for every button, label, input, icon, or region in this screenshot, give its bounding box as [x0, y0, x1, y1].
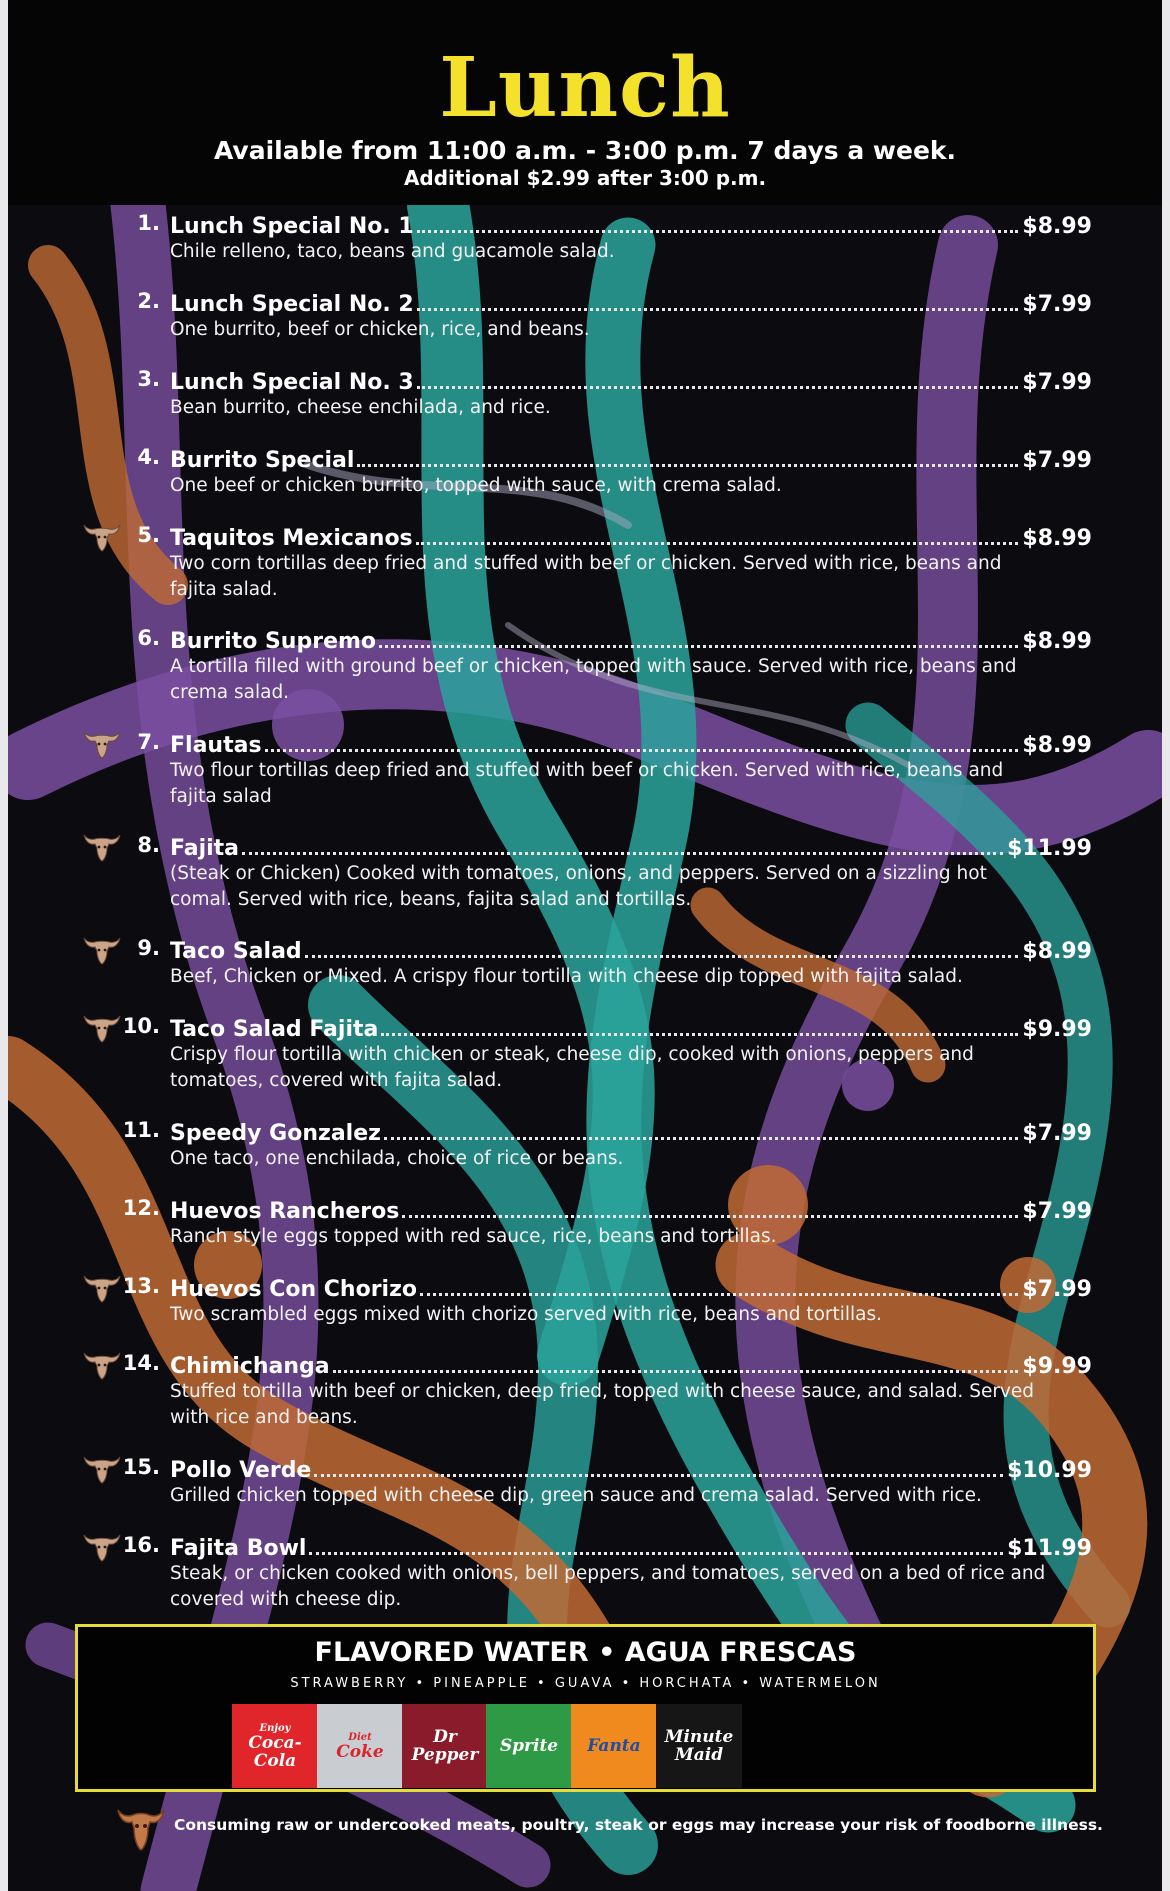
menu-item-description: Two scrambled eggs mixed with chorizo served with rice, beans and tortillas. [170, 1304, 883, 1325]
menu-item-description: Bean burrito, cheese enchilada, and rice. [170, 397, 551, 418]
menu-item-description: Two corn tortillas deep fried and stuffed with beef or chicken. Served with rice, beans and fajita salad. [170, 553, 1002, 600]
menu-item-price: $9.99 [1022, 1017, 1092, 1042]
menu-item-line [170, 934, 1092, 964]
dot-leader [379, 645, 1018, 648]
menu-item-price: $8.99 [1022, 526, 1092, 551]
drinks-box [75, 1624, 1096, 1792]
menu-item-name: Burrito Special [170, 448, 355, 473]
dot-leader [384, 1137, 1018, 1140]
dot-leader [417, 308, 1019, 311]
menu-item-line [170, 1349, 1092, 1379]
menu-item-line [170, 1194, 1092, 1224]
dot-leader [381, 1033, 1018, 1036]
menu-item-name: Fajita Bowl [170, 1536, 307, 1561]
menu-item-line [170, 1116, 1092, 1146]
menu-item-line [170, 624, 1092, 654]
menu-item-number: 11. [122, 1118, 160, 1142]
menu-item-number: 12. [122, 1196, 160, 1220]
menu-item-description: A tortilla filled with ground beef or chicken, topped with sauce. Served with rice, beans and crema salad. [170, 656, 1017, 703]
menu-item-line [170, 1453, 1092, 1483]
menu-item-description: Grilled chicken topped with cheese dip, green sauce and crema salad. Served with rice. [170, 1485, 982, 1506]
soda-logo-text: Coke [336, 1741, 384, 1762]
menu-item-description: Steak, or chicken cooked with onions, bell peppers, and tomatoes, served on a bed of rice and covered with cheese dip. [170, 1563, 1046, 1610]
menu-item-name: Taquitos Mexicanos [170, 526, 413, 551]
menu-item-name: Burrito Supremo [170, 629, 377, 654]
dot-leader [402, 1215, 1018, 1218]
menu-item-name: Pollo Verde [170, 1458, 312, 1483]
dot-leader [242, 852, 1003, 855]
menu-item-line [170, 521, 1092, 551]
menu-item-line [170, 1531, 1092, 1561]
menu-item-number: 16. [122, 1533, 160, 1557]
menu-item-number: 10. [122, 1014, 160, 1038]
soda-logo-text: Fanta [587, 1736, 641, 1756]
dot-leader [265, 749, 1019, 752]
menu-item-number: 8. [137, 833, 160, 857]
bull-icon [82, 728, 122, 760]
soda-logo [232, 1704, 318, 1788]
menu-item-description: Crispy flour tortilla with chicken or steak, cheese dip, cooked with onions, peppers and tomatoes, covered with fajita salad. [170, 1044, 974, 1091]
soda-logo-small-text: Enjoy [259, 1722, 291, 1734]
menu-item-number: 13. [122, 1274, 160, 1298]
menu-item-number: 4. [137, 445, 160, 469]
menu-item-name: Taco Salad Fajita [170, 1017, 379, 1042]
menu-item-number: 15. [122, 1455, 160, 1479]
menu-item-line [170, 443, 1092, 473]
menu-item-description: Ranch style eggs topped with red sauce, rice, beans and tortillas. [170, 1226, 777, 1247]
menu-item-name: Huevos Rancheros [170, 1199, 400, 1224]
menu-item-line [170, 287, 1092, 317]
menu-item-name: Fajita [170, 836, 240, 861]
menu-item-name: Lunch Special No. 1 [170, 214, 414, 239]
menu-item-price: $7.99 [1022, 1277, 1092, 1302]
menu-item-description: One burrito, beef or chicken, rice, and beans. [170, 319, 590, 340]
menu-item-price: $7.99 [1022, 292, 1092, 317]
menu-item-price: $7.99 [1022, 1121, 1092, 1146]
menu-item-price: $11.99 [1007, 1536, 1092, 1561]
menu-item-description: Two flour tortillas deep fried and stuffed with beef or chicken. Served with rice, beans and fajita salad [170, 760, 1004, 807]
dot-leader [314, 1474, 1003, 1477]
bull-icon [82, 1349, 122, 1381]
menu-item-number: 7. [137, 730, 160, 754]
bull-icon [114, 1800, 168, 1854]
menu-item-number: 3. [137, 367, 160, 391]
menu-item-number: 9. [137, 936, 160, 960]
menu-item-price: $7.99 [1022, 448, 1092, 473]
dot-leader [417, 386, 1019, 389]
drinks-title: FLAVORED WATER • AGUA FRESCAS [314, 1637, 857, 1668]
menu-item-description: One beef or chicken burrito, topped with sauce, with crema salad. [170, 475, 782, 496]
menu-item-price: $9.99 [1022, 1354, 1092, 1379]
bull-icon [82, 934, 122, 966]
soda-logo-small-text: Diet [348, 1731, 372, 1743]
menu-content [8, 0, 1162, 1891]
menu-item-price: $11.99 [1007, 836, 1092, 861]
dot-leader [416, 542, 1019, 545]
menu-item-price: $8.99 [1022, 629, 1092, 654]
dot-leader [420, 1293, 1018, 1296]
soda-logo [402, 1704, 488, 1788]
menu-item-description: Stuffed tortilla with beef or chicken, deep fried, topped with cheese sauce, and salad. Served with rice and beans. [170, 1381, 1034, 1428]
menu-item-line [170, 209, 1092, 239]
dot-leader [417, 230, 1019, 233]
bull-icon [82, 521, 122, 553]
bull-icon [82, 831, 122, 863]
soda-logo-text: Minute Maid [664, 1727, 734, 1765]
soda-logo-text: Dr Pepper [411, 1727, 479, 1765]
menu-item-name: Lunch Special No. 2 [170, 292, 414, 317]
menu-item-description: (Steak or Chicken) Cooked with tomatoes, onions, and peppers. Served on a sizzling hot comal. Served with rice, beans, fajita salad and tortillas. [170, 863, 987, 910]
menu-item-line [170, 728, 1092, 758]
menu-item-price: $7.99 [1022, 1199, 1092, 1224]
menu-item-number: 2. [137, 289, 160, 313]
menu-item-line [170, 1012, 1092, 1042]
bull-icon [82, 1272, 122, 1304]
menu-item-price: $8.99 [1022, 214, 1092, 239]
soda-logo-text: Coca-Cola [248, 1732, 302, 1771]
dot-leader [333, 1370, 1019, 1373]
agua-fresca-flavors: STRAWBERRY • PINEAPPLE • GUAVA • HORCHATA • WATERMELON [290, 1676, 881, 1691]
availability-note: Available from 11:00 a.m. - 3:00 p.m. 7 days a week. [213, 136, 957, 165]
soda-logo [486, 1704, 572, 1788]
menu-item-line [170, 831, 1092, 861]
menu-item-name: Huevos Con Chorizo [170, 1277, 418, 1302]
menu-page [8, 0, 1162, 1891]
page-title: Lunch [439, 40, 731, 136]
menu-item-price: $8.99 [1022, 939, 1092, 964]
menu-item-line [170, 365, 1092, 395]
menu-item-name: Speedy Gonzalez [170, 1121, 381, 1146]
menu-item-price: $10.99 [1007, 1458, 1092, 1483]
menu-item-number: 14. [122, 1351, 160, 1375]
menu-item-price: $8.99 [1022, 733, 1092, 758]
menu-item-price: $7.99 [1022, 370, 1092, 395]
menu-item-description: One taco, one enchilada, choice of rice or beans. [170, 1148, 624, 1169]
menu-item-number: 5. [137, 523, 160, 547]
menu-item-line [170, 1272, 1092, 1302]
menu-item-description: Chile relleno, taco, beans and guacamole salad. [170, 241, 615, 262]
dot-leader [357, 464, 1018, 467]
menu-item-name: Chimichanga [170, 1354, 330, 1379]
soda-logo [317, 1704, 403, 1788]
menu-item-number: 1. [137, 211, 160, 235]
soda-logo [656, 1704, 742, 1788]
bull-icon [82, 1453, 122, 1485]
menu-item-number: 6. [137, 626, 160, 650]
after-hours-note: Additional $2.99 after 3:00 p.m. [403, 166, 767, 190]
soda-logo [571, 1704, 657, 1788]
foodborne-illness-warning: Consuming raw or undercooked meats, poultry, steak or eggs may increase your risk of foodborne illness. [174, 1816, 1103, 1834]
dot-leader [309, 1552, 1003, 1555]
soda-logo-text: Sprite [499, 1736, 559, 1756]
bull-icon [82, 1012, 122, 1044]
bull-icon [82, 1531, 122, 1563]
dot-leader [305, 955, 1019, 958]
menu-item-name: Lunch Special No. 3 [170, 370, 414, 395]
menu-item-name: Taco Salad [170, 939, 302, 964]
menu-item-description: Beef, Chicken or Mixed. A crispy flour tortilla with cheese dip topped with fajita salad. [170, 966, 963, 987]
menu-item-name: Flautas [170, 733, 262, 758]
